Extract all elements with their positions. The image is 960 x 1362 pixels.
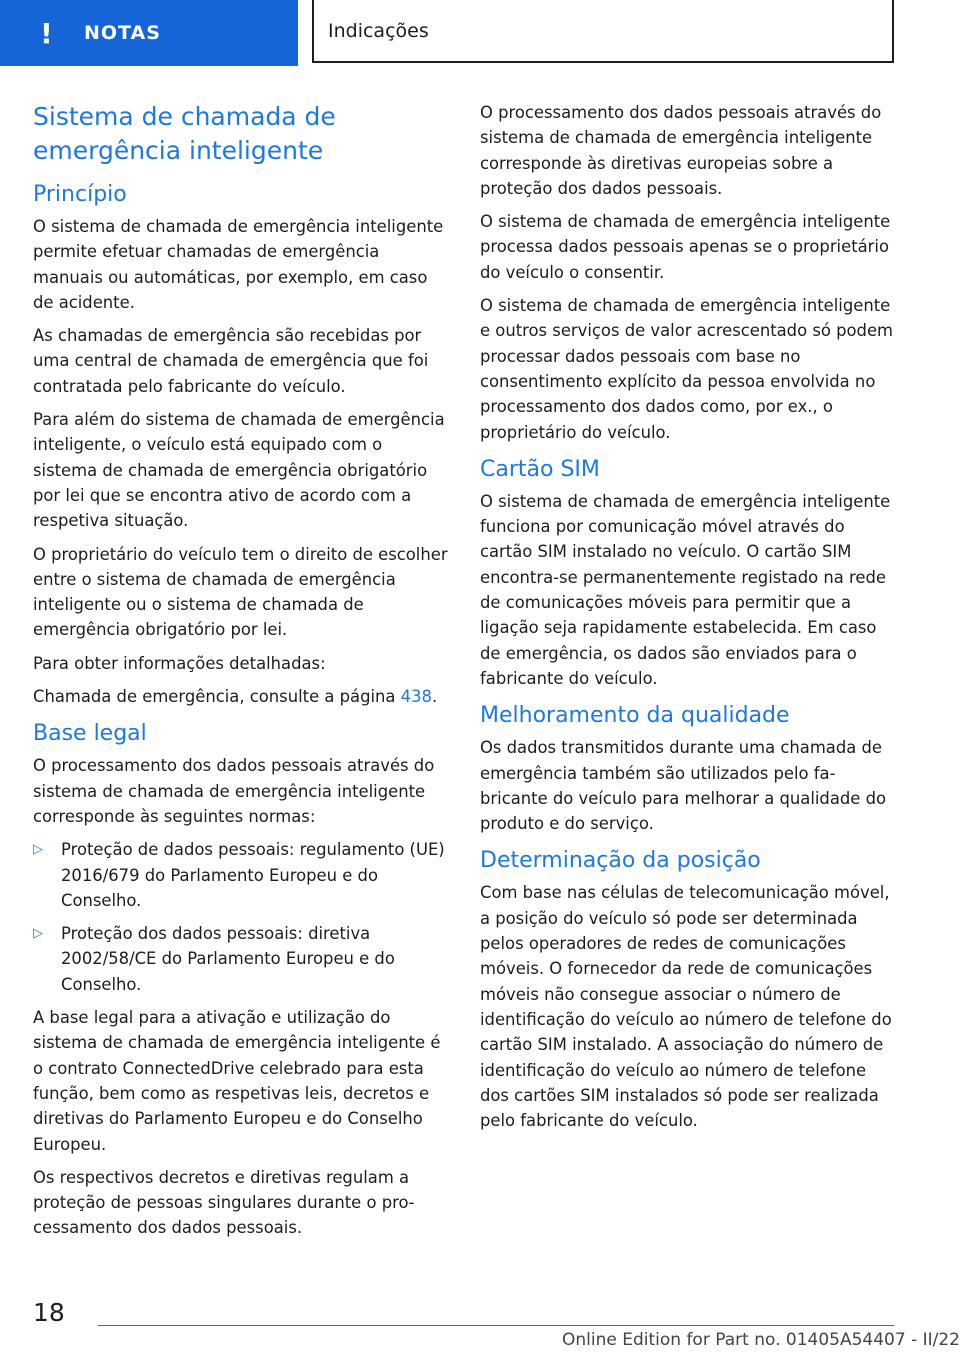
- paragraph: Para além do sistema de chamada de emergência inteligente, o veículo está equipado com o sistema de chamada de emergência obrigatório por lei que se encontra ativo de acordo com a respetiva situação.: [33, 410, 445, 531]
- paragraph: As chamadas de emergência são recebidas por uma central de chamada de emergência que foi contratada pelo fabricante do veículo.: [33, 326, 429, 396]
- paragraph: O proprietário do veículo tem o direito de escolher entre o sistema de chamada de emergência inteligente ou o sistema de chamada de emergência obrigatório por lei.: [33, 544, 448, 640]
- paragraph: O sistema de chamada de emergência inteligente funciona por comunicação móvel através do cartão SIM instalado no veículo. O cartão SIM encontra-se permanentemente registado na rede de comunicações móveis para permitir que a ligação seja rapidamente estabelecida. Em caso de emergência, os dados são enviados para o fabricante do veículo.: [480, 491, 891, 688]
- footer-divider: [98, 1325, 894, 1326]
- reference-end: .: [431, 687, 438, 707]
- paragraph: O processamento dos dados pessoais através do sistema de chamada de emergência inteligente corresponde às diretivas europeias sobre a proteção dos dados pessoais.: [480, 103, 882, 198]
- paragraph: O sistema de chamada de emergência inteligente permite efetuar chamadas de emergência manuais ou automáticas, por exemplo, em caso de acidente.: [33, 217, 444, 312]
- heading-base-legal: Base legal: [33, 721, 147, 747]
- heading-qualidade: Melhoramento da qualidade: [480, 703, 790, 729]
- page-title: Sistema de chamada de emergência inteligente: [33, 102, 336, 165]
- paragraph: O sistema de chamada de emergência inteligente processa dados pessoais apenas se o proprietário do veículo o consentir.: [480, 212, 891, 282]
- left-column: [33, 100, 449, 1249]
- triangle-bullet-icon: ▷: [33, 842, 43, 858]
- paragraph: Os respectivos decretos e diretivas regulam a proteção de pessoas singulares durante o processamento dos dados pessoais.: [33, 1167, 415, 1238]
- list-item-text: Proteção de dados pessoais: regulamento (UE) 2016/679 do Parlamento Europeu e do Conselho.: [61, 840, 445, 910]
- section-tab: [0, 0, 298, 66]
- triangle-bullet-icon: ▷: [33, 926, 43, 942]
- page-number: 18: [33, 1298, 65, 1327]
- edition-footer: Online Edition for Part no. 01405A54407 - II/22: [561, 1330, 960, 1350]
- paragraph: O processamento dos dados pessoais através do sistema de chamada de emergência inteligente corresponde às seguintes normas:: [33, 756, 435, 826]
- chapter-title: Indicações: [328, 19, 429, 42]
- list-item-text: Proteção dos dados pessoais: diretiva 2002/58/CE do Parlamento Europeu e do Conselho.: [61, 924, 395, 994]
- paragraph: Para obter informações detalhadas:: [33, 653, 326, 673]
- list-item: [33, 837, 449, 913]
- page-link[interactable]: 438: [400, 687, 432, 707]
- heading-posicao: Determinação da posição: [480, 848, 761, 874]
- chapter-title-box: [312, 0, 894, 63]
- paragraph: Os dados transmitidos durante uma chamada de emergência também são utilizados pelo fabricante do veículo para melhorar a qualidade do produto e do serviço.: [480, 738, 887, 834]
- reference-text: Chamada de emergência, consulte a página: [33, 687, 401, 707]
- exclamation-icon: !: [40, 16, 53, 50]
- section-label: NOTAS: [84, 22, 161, 44]
- paragraph: A base legal para a ativação e utilização do sistema de chamada de emergência inteligente é o contrato ConnectedDrive celebrado para esta função, bem como as respetivas leis, decretos e diretivas do Parlamento Europeu e do Conselho Europeu.: [33, 1008, 441, 1154]
- paragraph-with-link: [33, 684, 449, 709]
- paragraph: Com base nas células de telecomunicação móvel, a posição do veículo só pode ser determinada pelos operadores de redes de comunicações móveis. O fornecedor da rede de comunicações móveis não consegue associar o número de identificação do veículo ao número de telefone do cartão SIM instalado. A associação do número de identificação do veículo ao número de telefone dos cartões SIM instalados só pode ser realizada pelo fabricante do veículo.: [480, 883, 892, 1131]
- right-column: [480, 100, 896, 1141]
- heading-cartao-sim: Cartão SIM: [480, 456, 600, 482]
- paragraph: O sistema de chamada de emergência inteligente e outros serviços de valor acrescentado só podem processar dados pessoais com base no consentimento explícito da pessoa envolvida no processamento dos dados como, por ex., o proprietário do veículo.: [480, 296, 893, 442]
- heading-principio: Princípio: [33, 182, 127, 207]
- list-item: [33, 921, 449, 997]
